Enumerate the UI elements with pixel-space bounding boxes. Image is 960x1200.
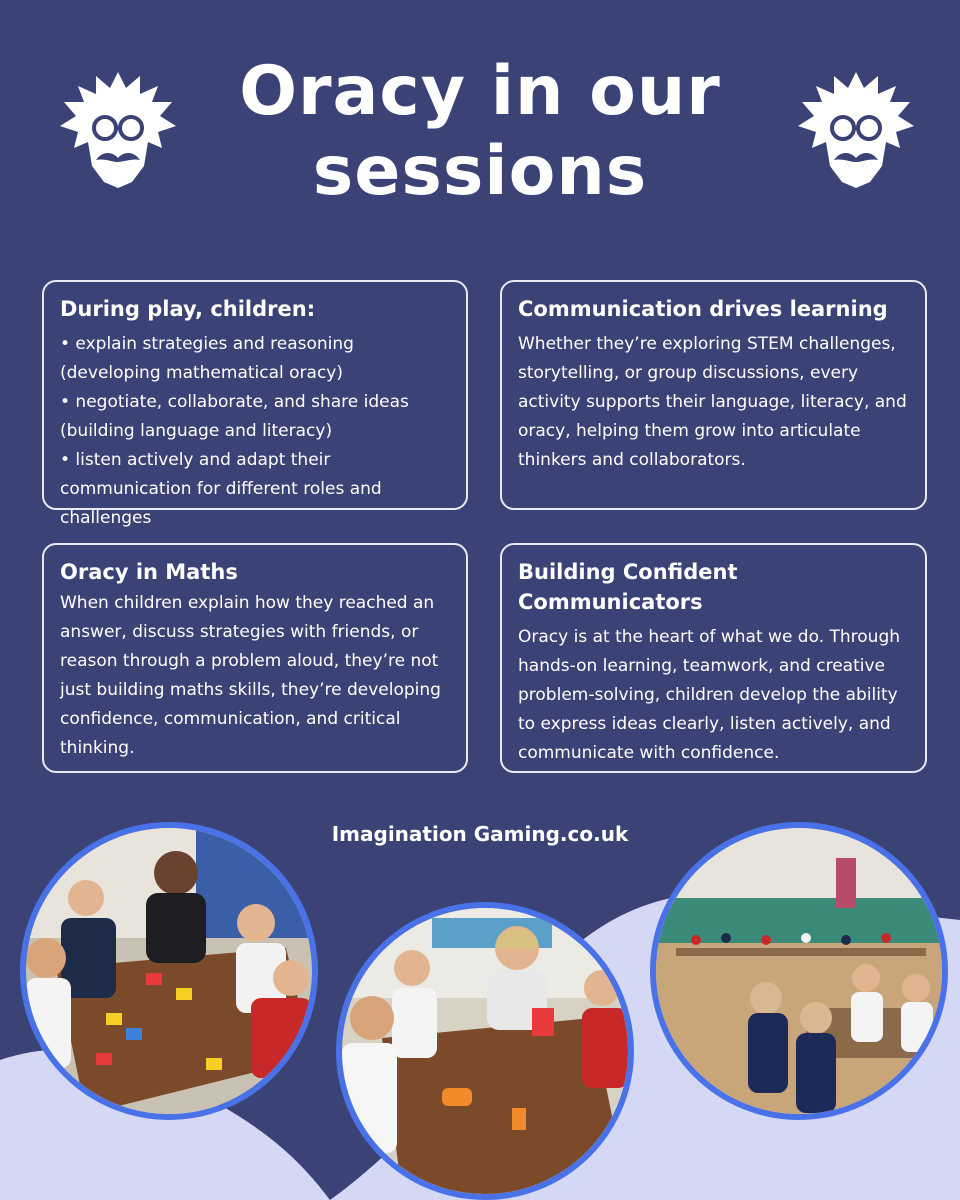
card-body: Whether they’re exploring STEM challenges, storytelling, or group discussions, every activity supports their language, literacy, and oracy, helping them grow into articulate thinkers and collaborators.: [518, 334, 907, 470]
title-line-1: Oracy in our: [239, 52, 721, 131]
page-title: [0, 52, 960, 212]
card-heading: Oracy in Maths: [60, 560, 238, 584]
card-confident-communicators: [500, 543, 927, 773]
card-oracy-maths: [42, 543, 468, 773]
card-heading: Communication drives learning: [518, 297, 888, 321]
card-body: Oracy is at the heart of what we do. Through hands-on learning, teamwork, and creative problem-solving, children develop the ability to express ideas clearly, listen actively, and communicate with confidence.: [518, 627, 901, 763]
card-body: When children explain how they reached an answer, discuss strategies with friends, or reason through a problem aloud, they’re not just building maths skills, they’re developing confidence, communication, and critical thinking.: [60, 593, 441, 758]
card-heading: Building Confident Communicators: [518, 560, 738, 614]
photo-children-playing-cards: [20, 822, 318, 1120]
website-label: Imagination Gaming.co.uk: [331, 822, 629, 846]
photo-group-with-teacher: [336, 902, 634, 1200]
card-heading: During play, children:: [60, 297, 316, 321]
title-line-2: sessions: [312, 132, 648, 211]
card-during-play: [42, 280, 468, 528]
photo-hall-session: [650, 822, 948, 1120]
card-communication: [500, 280, 927, 510]
card-body: • explain strategies and reasoning (developing mathematical oracy) • negotiate, collaborate, and share ideas (building language and literacy) • listen actively and adapt their communication for different roles and challenges: [60, 334, 409, 528]
